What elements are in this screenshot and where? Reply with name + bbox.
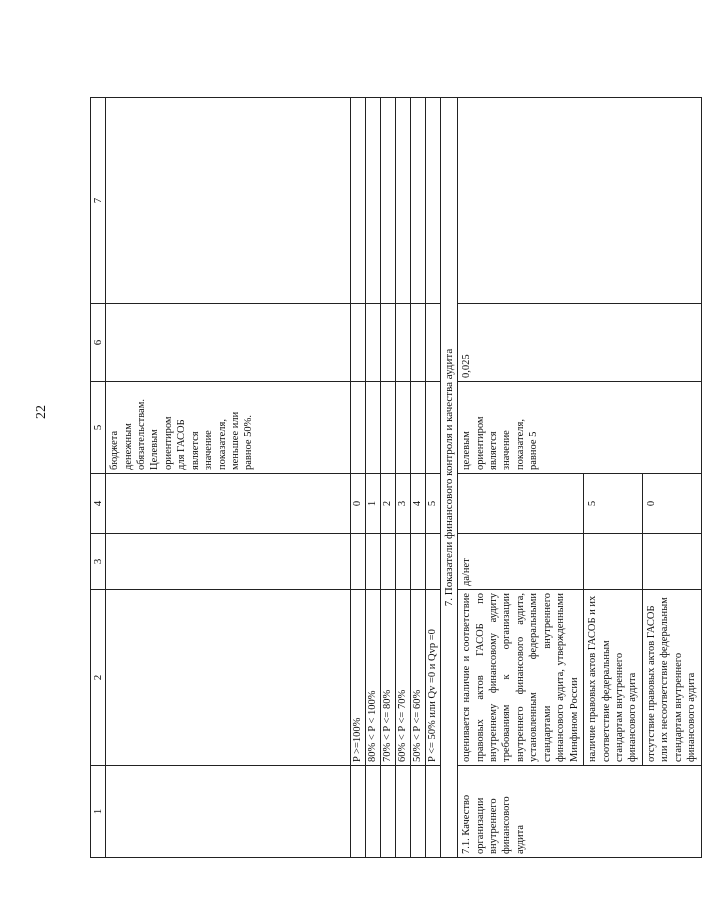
indicator-name: 7.1. Качество организации внутреннего финансового аудита <box>458 766 701 858</box>
column-number: 4 <box>91 474 106 534</box>
page-number: 22 <box>34 405 49 419</box>
option-score: 5 <box>584 474 643 534</box>
indicator-target: целевым ориентиром является значение показателя, равное 5 <box>458 382 701 474</box>
range-condition: P <= 50% или Qv =0 и Qvp =0 <box>426 590 441 766</box>
range-condition: 60% < P <= 70% <box>396 590 411 766</box>
range-score: 0 <box>351 474 366 534</box>
section-heading-row <box>441 98 458 858</box>
section-title: 7. Показатели финансового контроля и качества аудита <box>441 98 458 858</box>
range-row <box>366 98 381 858</box>
range-row <box>396 98 411 858</box>
range-row <box>411 98 426 858</box>
column-number: 7 <box>91 98 106 304</box>
column-number-row <box>91 98 106 858</box>
range-condition: 80% < P < 100% <box>366 590 381 766</box>
column-number: 6 <box>91 304 106 382</box>
option-score: 0 <box>642 474 701 534</box>
option-text: отсутствие правовых актов ГАСОБ или их несоответствие федеральным стандартам внутреннего финансового аудита <box>642 590 701 766</box>
indicator-table <box>90 97 702 858</box>
range-score: 1 <box>366 474 381 534</box>
indicator-row <box>458 98 584 858</box>
continuation-text: бюджета денежным обязательствам. Целевым ориентиром для ГАСОБ является значение показателя, меньшее или равное 50%. <box>106 382 351 474</box>
range-score: 2 <box>381 474 396 534</box>
indicator-description: оценивается наличие и соответствие правовых актов ГАСОБ по внутреннему финансовому аудиту требованиям к организации внутреннего финансового аудита, установленным федеральными стандартами внутреннего финансового аудита, утвержденными Минфином России <box>458 590 584 766</box>
range-row <box>426 98 441 858</box>
column-number: 1 <box>91 766 106 858</box>
indicator-unit: да/нет <box>458 534 584 590</box>
indicator-weight: 0,025 <box>458 304 701 382</box>
rotated-table-container <box>90 98 698 858</box>
range-score: 4 <box>411 474 426 534</box>
option-text: наличие правовых актов ГАСОБ и их соответствие федеральным стандартам внутреннего финансового аудита <box>584 590 643 766</box>
continuation-row <box>106 98 351 858</box>
range-score: 3 <box>396 474 411 534</box>
range-condition: 70% < P <= 80% <box>381 590 396 766</box>
range-condition: 50% < P <= 60% <box>411 590 426 766</box>
range-row <box>381 98 396 858</box>
column-number: 5 <box>91 382 106 474</box>
range-condition: P >=100% <box>351 590 366 766</box>
range-score: 5 <box>426 474 441 534</box>
column-number: 2 <box>91 590 106 766</box>
column-number: 3 <box>91 534 106 590</box>
range-row <box>351 98 366 858</box>
